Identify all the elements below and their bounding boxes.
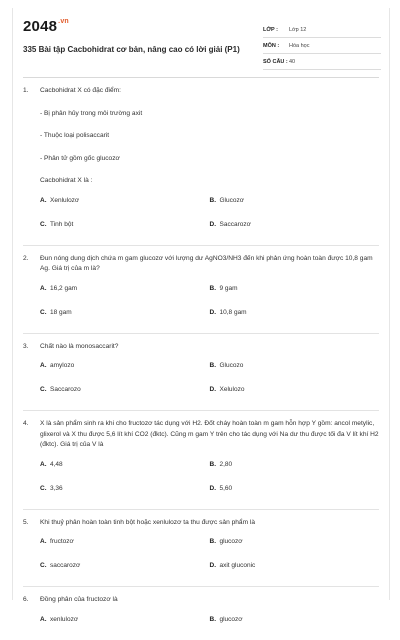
question-item xyxy=(23,595,379,640)
logo-main: 2048 xyxy=(23,18,58,35)
question-list xyxy=(23,86,379,640)
answer-text: 10,8 gam xyxy=(219,308,247,316)
answer-text: 4,48 xyxy=(50,460,63,468)
answer-option[interactable] xyxy=(40,616,210,640)
answer-text: 5,60 xyxy=(219,484,233,492)
question-item xyxy=(23,342,379,411)
answer-row xyxy=(40,362,379,386)
question-text: Cacbohidrat X có đặc điểm: xyxy=(40,87,121,94)
answer-letter: A. xyxy=(40,284,47,292)
answer-option[interactable] xyxy=(210,362,380,386)
question-line xyxy=(23,342,379,353)
answer-text: glucozơ xyxy=(219,615,243,623)
answer-text: Saccarozơ xyxy=(219,220,251,228)
answer-text: 18 gam xyxy=(50,308,72,316)
question-line xyxy=(23,86,379,97)
answer-letter: B. xyxy=(209,615,216,623)
meta-row-subject xyxy=(263,38,381,54)
answer-option[interactable] xyxy=(40,197,210,221)
question-divider xyxy=(23,245,379,246)
answer-option[interactable] xyxy=(40,538,210,562)
answer-option[interactable] xyxy=(40,461,210,485)
question-item xyxy=(23,518,379,587)
question-divider xyxy=(23,333,379,334)
answer-text: Glucozơ xyxy=(219,196,244,204)
answer-option[interactable] xyxy=(40,386,210,410)
answer-options xyxy=(23,461,379,509)
answer-text: 3,36 xyxy=(50,484,63,492)
question-divider xyxy=(23,509,379,510)
answer-text: glucozơ xyxy=(219,538,243,545)
answer-option[interactable] xyxy=(40,309,210,333)
answer-letter: D. xyxy=(209,386,216,393)
answer-letter: C. xyxy=(40,484,47,492)
worksheet-header xyxy=(23,18,379,73)
answer-option[interactable] xyxy=(40,562,210,586)
answer-options xyxy=(23,538,379,586)
answer-letter: D. xyxy=(209,562,216,569)
meta-value: 40 xyxy=(289,58,296,65)
answer-letter: A. xyxy=(40,362,47,369)
question-text: Khi thuỷ phân hoàn toàn tinh bột hoặc xenlulozơ ta thu được sản phẩm là xyxy=(40,518,256,526)
answer-letter: B. xyxy=(209,460,216,468)
answer-row xyxy=(40,538,379,562)
site-logo[interactable] xyxy=(23,18,69,35)
question-text: X là sản phẩm sinh ra khi cho fructozơ tác dụng với H2. Đốt cháy hoàn toàn m gam hỗn hợp Y gồm: ancol metylic, glixerol và X thu được 5,6 lít khí CO2 (đktc). Cũng m gam Y trên cho tác dụng với Na dư thu được tối đa V lít khí H2 (đktc). Giá trị của V là xyxy=(40,420,379,448)
question-number: 5. xyxy=(23,518,29,526)
answer-text: 2,80 xyxy=(219,460,233,468)
answer-option[interactable] xyxy=(40,221,210,245)
answer-row xyxy=(40,386,379,410)
answer-option[interactable] xyxy=(210,562,380,586)
answer-letter: A. xyxy=(40,615,47,623)
answer-letter: C. xyxy=(40,386,47,393)
answer-letter: B. xyxy=(209,284,216,292)
meta-key: SỐ CÂU : xyxy=(263,58,288,65)
answer-text: Glucozo xyxy=(219,362,244,369)
answer-letter: C. xyxy=(40,220,47,228)
answer-text: 16,2 gam xyxy=(50,284,78,292)
question-number: 4. xyxy=(23,420,29,427)
question-divider xyxy=(23,410,379,411)
question-number: 6. xyxy=(23,596,29,603)
question-text: Chất nào là monosaccarit? xyxy=(40,342,119,350)
answer-row xyxy=(40,285,379,309)
question-number: 1. xyxy=(23,87,29,94)
meta-key: MÔN : xyxy=(263,42,280,49)
answer-letter: A. xyxy=(40,538,47,545)
question-text: Đồng phân của fructozơ là xyxy=(40,596,118,603)
meta-key: LỚP : xyxy=(263,26,278,33)
worksheet-meta xyxy=(263,22,381,70)
question-text: Đun nóng dung dịch chứa m gam glucozơ với lượng dư AgNO3/NH3 đến khi phản ứng hoàn toàn được 10,8 gam Ag. Giá trị của m là? xyxy=(40,254,373,272)
answer-row xyxy=(40,562,379,586)
question-number: 3. xyxy=(23,342,29,350)
answer-option[interactable] xyxy=(210,461,380,485)
answer-option[interactable] xyxy=(210,538,380,562)
question-item xyxy=(23,254,379,333)
page-title: 335 Bài tập Cacbohidrat cơ bản, nâng cao có lời giải (P1) xyxy=(23,45,240,54)
answer-text: axit gluconic xyxy=(219,562,256,569)
meta-row-grade xyxy=(263,22,381,38)
meta-value: Hóa học xyxy=(289,42,310,49)
answer-letter: D. xyxy=(209,484,216,492)
header-divider xyxy=(23,77,379,78)
question-item xyxy=(23,86,379,245)
answer-letter: A. xyxy=(40,460,47,468)
question-number: 2. xyxy=(23,254,29,262)
worksheet-page xyxy=(12,8,390,623)
answer-letter: D. xyxy=(209,220,216,228)
answer-row xyxy=(40,221,379,245)
answer-options xyxy=(23,616,379,640)
answer-options xyxy=(23,285,379,333)
answer-letter: C. xyxy=(40,562,47,569)
answer-options xyxy=(23,197,379,245)
answer-letter: C. xyxy=(40,308,47,316)
answer-row xyxy=(40,309,379,333)
question-item xyxy=(23,419,379,509)
answer-option[interactable] xyxy=(210,386,380,410)
answer-option[interactable] xyxy=(210,485,380,509)
question-line xyxy=(23,518,379,529)
answer-option[interactable] xyxy=(40,362,210,386)
answer-text: Saccarozo xyxy=(50,386,81,393)
answer-row xyxy=(40,461,379,485)
answer-text: xenlulozơ xyxy=(50,615,79,623)
answer-row xyxy=(40,485,379,509)
question-line xyxy=(23,419,379,451)
answer-options xyxy=(23,362,379,410)
answer-letter: A. xyxy=(40,196,47,204)
answer-letter: B. xyxy=(209,538,216,545)
answer-option[interactable] xyxy=(210,616,380,640)
logo-suffix: .vn xyxy=(58,18,69,25)
meta-value: Lớp 12 xyxy=(289,26,307,33)
answer-option[interactable] xyxy=(210,197,380,221)
answer-text: amylozo xyxy=(50,362,75,369)
answer-row xyxy=(40,197,379,221)
answer-row xyxy=(40,616,379,640)
answer-text: Tinh bột xyxy=(50,220,74,228)
answer-letter: D. xyxy=(209,308,216,316)
question-line xyxy=(23,595,379,606)
answer-option[interactable] xyxy=(40,285,210,309)
answer-text: 9 gam xyxy=(219,284,238,292)
answer-option[interactable] xyxy=(40,485,210,509)
question-detail: - Bị phân hủy trong môi trường axit xyxy=(40,109,143,117)
answer-option[interactable] xyxy=(210,309,380,333)
answer-letter: B. xyxy=(209,196,216,204)
meta-row-count xyxy=(263,54,381,70)
answer-option[interactable] xyxy=(210,285,380,309)
question-detail: - Phân tử gồm gốc glucozơ xyxy=(40,154,120,162)
question-detail: Cacbohidrat X là : xyxy=(40,177,93,184)
question-divider xyxy=(23,586,379,587)
answer-text: Xenlulozơ xyxy=(50,196,80,204)
answer-text: Xelulozo xyxy=(219,386,245,393)
answer-option[interactable] xyxy=(210,221,380,245)
question-detail: - Thuộc loại polisaccarit xyxy=(40,132,110,139)
question-line xyxy=(23,254,379,275)
answer-text: fructozơ xyxy=(50,538,74,545)
answer-letter: B. xyxy=(209,362,216,369)
answer-text: saccarozơ xyxy=(50,562,81,569)
